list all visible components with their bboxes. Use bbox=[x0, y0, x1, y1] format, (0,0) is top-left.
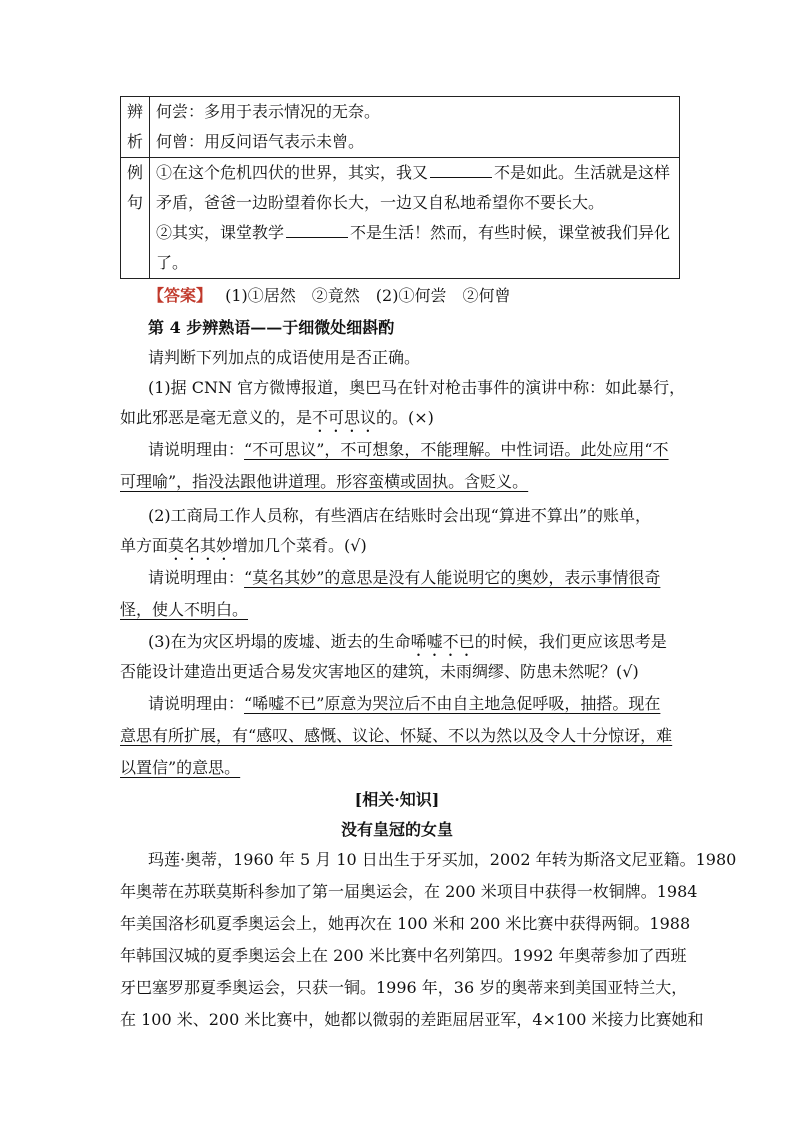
label-char: 析 bbox=[126, 132, 143, 151]
question-line bbox=[148, 628, 667, 660]
reason-line bbox=[148, 690, 660, 718]
text-span: 不是生活！然而，有些时候，课堂被我们异化 bbox=[350, 223, 671, 242]
reason-text: “唏嘘不已”原意为哭泣后不由自主地急促呼吸，抽搭。现在 bbox=[244, 694, 661, 713]
reason-text: 可理喻”，指没法跟他讲道理。形容蛮横或固执。含贬义。 bbox=[120, 472, 529, 491]
article-title: 没有皇冠的女皇 bbox=[340, 820, 453, 839]
definition-table bbox=[120, 96, 680, 279]
reason-text: 意思有所扩展，有“感叹、感慨、议论、怀疑、不以为然以及令人十分惊讶，难 bbox=[120, 726, 673, 745]
example-line: 了。 bbox=[156, 253, 189, 272]
example-line: 矛盾，爸爸一边盼望着你长大，一边又自私地希望你不要长大。 bbox=[156, 193, 605, 212]
label-char: 例 bbox=[126, 163, 143, 182]
reason-text: 以置信”的意思。 bbox=[120, 758, 241, 777]
question-line: 否能设计建造出更适合易发灾害地区的建筑，未雨绸缪、防患未然呢？(√) bbox=[120, 662, 639, 681]
text-span: 的时候，我们更应该思考是 bbox=[474, 632, 667, 651]
reason-text: 怪，使人不明白。 bbox=[120, 600, 249, 619]
dotted-idiom: 唏嘘不已 bbox=[410, 632, 475, 651]
label-char: 辨 bbox=[126, 102, 143, 121]
text-span: 增加几个菜肴。(√) bbox=[232, 536, 367, 555]
example-line bbox=[156, 218, 673, 248]
analysis-line: 何尝：多用于表示情况的无奈。 bbox=[156, 102, 381, 121]
fill-blank bbox=[430, 161, 492, 178]
paragraph-line: 年美国洛杉矶夏季奥运会上，她再次在 100 米和 200 米比赛中获得两铜。1988 bbox=[120, 914, 691, 933]
table-row-analysis bbox=[121, 97, 680, 158]
examples-content bbox=[150, 158, 680, 279]
text-span: 单方面 bbox=[120, 536, 169, 555]
paragraph-line: 在 100 米、200 米比赛中，她都以微弱的差距屈居亚军，4×100 米接力比赛她和 bbox=[120, 1010, 704, 1029]
fill-blank bbox=[286, 221, 348, 238]
analysis-line: 何曾：用反问语气表示未曾。 bbox=[156, 132, 365, 151]
answer-text: (1)①居然 ②竟然 (2)①何尝 ②何曾 bbox=[225, 286, 511, 305]
reason-text: “莫名其妙”的意思是没有人能说明它的奥妙，表示事情很奇 bbox=[244, 568, 661, 587]
paragraph-line: 牙巴塞罗那夏季奥运会，只获一铜。1996 年，36 岁的奥蒂来到美国亚特兰大， bbox=[120, 978, 688, 997]
text-span: (3)在为灾区坍塌的废墟、逝去的生命 bbox=[148, 632, 411, 651]
reason-line bbox=[148, 564, 660, 592]
text-span: 如此邪恶是毫无意义的，是 bbox=[120, 408, 313, 427]
text-span: 不是如此。生活就是这样 bbox=[494, 163, 671, 182]
instruction-text: 请判断下列加点的成语使用是否正确。 bbox=[148, 348, 421, 367]
question-line: (1)据 CNN 官方微博报道，奥巴马在针对枪击事件的演讲中称：如此暴行， bbox=[148, 378, 686, 397]
question-line: (2)工商局工作人员称，有些酒店在结账时会出现“算进不算出”的账单， bbox=[148, 506, 652, 525]
example-line bbox=[156, 158, 673, 188]
analysis-content bbox=[150, 97, 680, 158]
dotted-idiom: 不可思议 bbox=[312, 408, 377, 427]
row-label-examples bbox=[121, 158, 150, 279]
paragraph-line: 年奥蒂在苏联莫斯科参加了第一届奥运会，在 200 米项目中获得一枚铜牌。1984 bbox=[120, 882, 698, 901]
dotted-idiom: 莫名其妙 bbox=[168, 536, 233, 555]
text-span: ①在这个危机四伏的世界，其实，我又 bbox=[156, 163, 429, 182]
text-span: ②其实，课堂教学 bbox=[156, 223, 285, 242]
reason-label: 请说明理由： bbox=[148, 440, 245, 459]
reason-text: “不可思议”，不可想象，不能理解。中性词语。此处应用“不 bbox=[244, 440, 669, 459]
answer-tag: 【答案】 bbox=[148, 286, 213, 305]
step-title: 第 4 步辨熟语——于细微处细斟酌 bbox=[148, 318, 395, 337]
question-line bbox=[120, 532, 367, 564]
section-header: [相关·知识] bbox=[354, 790, 440, 809]
text-span: 的。(×) bbox=[376, 408, 434, 427]
question-line bbox=[120, 404, 434, 436]
paragraph-line: 玛莲·奥蒂，1960 年 5 月 10 日出生于牙买加，2002 年转为斯洛文尼亚籍。1980 bbox=[148, 850, 737, 869]
paragraph-line: 年韩国汉城的夏季奥运会上在 200 米比赛中名列第四。1992 年奥蒂参加了西班 bbox=[120, 946, 687, 965]
row-label-analysis bbox=[121, 97, 150, 158]
answer-line bbox=[148, 282, 510, 310]
reason-label: 请说明理由： bbox=[148, 568, 245, 587]
reason-label: 请说明理由： bbox=[148, 694, 245, 713]
table-row-examples bbox=[121, 158, 680, 279]
reason-line bbox=[148, 436, 669, 464]
label-char: 句 bbox=[126, 193, 143, 212]
